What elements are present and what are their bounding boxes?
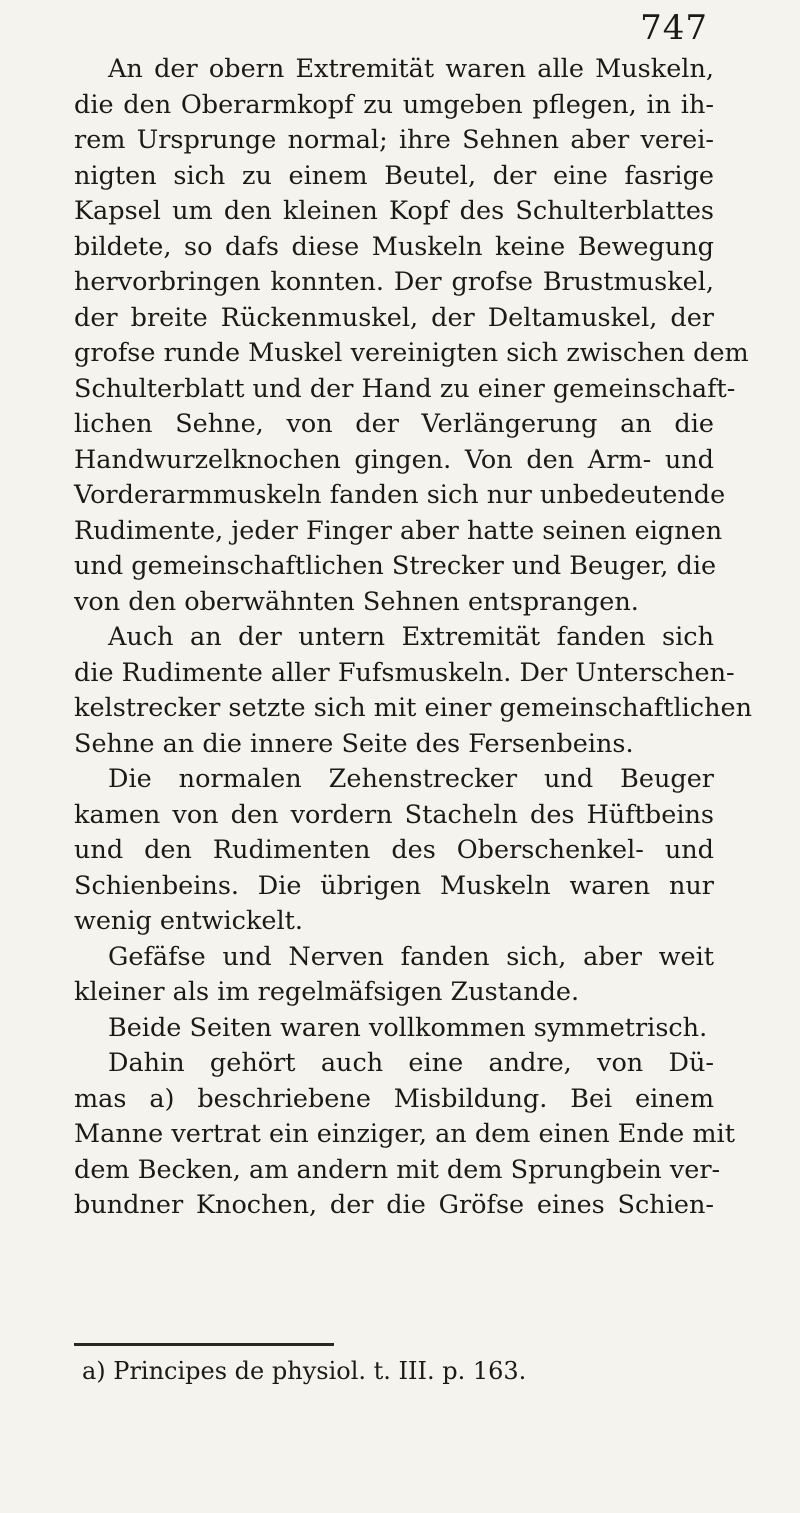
text-line: grofse runde Muskel vereinigten sich zwischen dem <box>74 338 749 368</box>
text-line: Schienbeins. Die übrigen Muskeln waren nur <box>74 870 714 901</box>
page-number: 747 <box>640 8 708 48</box>
text-line: Kapsel um den kleinen Kopf des Schulterblattes <box>74 196 714 226</box>
text-line: dem Becken, am andern mit dem Sprungbein ver- <box>74 1154 721 1185</box>
text-line: kelstrecker setzte sich mit einer gemeinschaftlichen <box>74 693 753 723</box>
text-line: wenig entwickelt. <box>74 906 304 936</box>
text-line: und den Rudimenten des Oberschenkel- und <box>74 835 714 865</box>
text-line: Die normalen Zehenstrecker und Beuger <box>108 764 714 794</box>
text-line: lichen Sehne, von der Verlängerung an die <box>74 409 714 439</box>
text-line: Dahin gehört auch eine andre, von Dü- <box>108 1048 714 1078</box>
text-line: Gefäfse und Nerven fanden sich, aber weit <box>108 941 714 972</box>
text-line: Schulterblatt und der Hand zu einer gemeinschaft- <box>74 373 736 404</box>
text-line: Rudimente, jeder Finger aber hatte seinen eignen <box>74 515 723 546</box>
text-line: Vorderarmmuskeln fanden sich nur unbedeutende <box>74 480 726 510</box>
text-line: bundner Knochen, der die Gröfse eines Schien- <box>74 1190 714 1220</box>
body-text <box>74 52 753 1224</box>
text-line: die den Oberarmkopf zu umgeben pflegen, in ih- <box>74 89 714 120</box>
text-line: An der obern Extremität waren alle Muskeln, <box>108 54 714 84</box>
text-line: Manne vertrat ein einziger, an dem einen Ende mit <box>74 1119 735 1149</box>
text-line: nigten sich zu einem Beutel, der eine fasrige <box>74 160 714 191</box>
text-line: und gemeinschaftlichen Strecker und Beuger, die <box>74 551 717 581</box>
text-line: die Rudimente aller Fufsmuskeln. Der Unterschen- <box>74 657 735 688</box>
text-line: Sehne an die innere Seite des Fersenbeins. <box>74 728 634 759</box>
text-line: mas a) beschriebene Misbildung. Bei einem <box>74 1083 714 1114</box>
text-line: kamen von den vordern Stacheln des Hüftbeins <box>74 799 714 830</box>
text-line: Auch an der untern Extremität fanden sich <box>108 622 714 652</box>
text-line: rem Ursprunge normal; ihre Sehnen aber verei- <box>74 125 714 155</box>
text-line: Handwurzelknochen gingen. Von den Arm- und <box>74 444 714 475</box>
text-line: hervorbringen konnten. Der grofse Brustmuskel, <box>74 267 714 297</box>
footnote-divider <box>74 1343 334 1346</box>
text-line: der breite Rückenmuskel, der Deltamuskel, der <box>74 302 714 333</box>
text-line: kleiner als im regelmäfsigen Zustande. <box>74 977 580 1007</box>
footnote: a) Principes de physiol. t. III. p. 163. <box>82 1357 527 1385</box>
text-line: von den oberwähnten Sehnen entsprangen. <box>74 586 639 617</box>
text-line: Beide Seiten waren vollkommen symmetrisch. <box>108 1012 708 1043</box>
text-line: bildete, so dafs diese Muskeln keine Bewegung <box>74 231 714 262</box>
